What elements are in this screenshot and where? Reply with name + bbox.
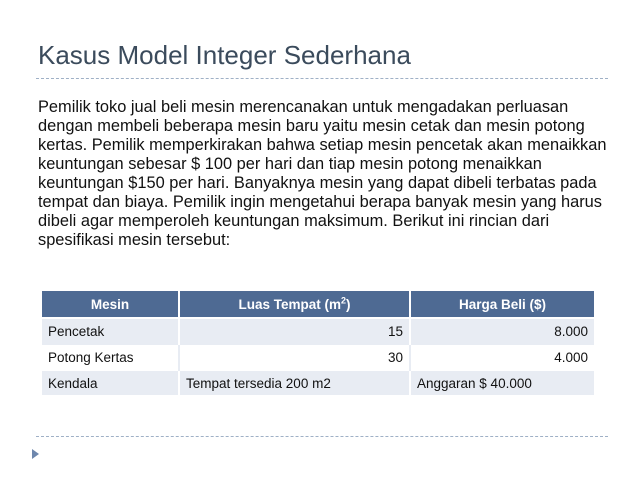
header-luas-tempat: [179, 291, 410, 318]
header-luas-close: ): [346, 296, 351, 312]
table-row: [42, 318, 594, 344]
cell-luas: 15: [179, 318, 410, 344]
cell-luas: 30: [179, 344, 410, 370]
table-header-row: [42, 291, 594, 318]
cell-harga: Anggaran $ 40.000: [410, 370, 594, 395]
triangle-bullet-icon: [32, 449, 39, 459]
footer-divider: [36, 436, 608, 437]
cell-mesin: Potong Kertas: [42, 344, 179, 370]
table-row: [42, 344, 594, 370]
table-row: [42, 370, 594, 395]
cell-harga: 8.000: [410, 318, 594, 344]
header-mesin: Mesin: [42, 291, 179, 318]
header-luas-superscript: 2: [341, 295, 347, 305]
slide-title: Kasus Model Integer Sederhana: [38, 40, 411, 70]
header-harga-beli: Harga Beli ($): [410, 291, 594, 318]
cell-mesin: Pencetak: [42, 318, 179, 344]
machine-spec-table: [42, 291, 594, 395]
problem-paragraph: Pemilik toko jual beli mesin merencanakan untuk mengadakan perluasan dengan membeli beberapa mesin baru yaitu mesin cetak dan mesin potong kertas. Pemilik memperkirakan bahwa setiap mesin pencetak akan menaikkan keuntungan sebesar $ 100 per hari dan tiap mesin potong menaikkan keuntungan $150 per hari. Banyaknya mesin yang dapat dibeli terbatas pada tempat dan biaya. Pemilik ingin mengetahui berapa banyak mesin yang harus dibeli agar memperoleh keuntungan maksimum. Berikut ini rincian dari spesifikasi mesin tersebut:: [38, 98, 607, 249]
cell-harga: 4.000: [410, 344, 594, 370]
cell-mesin: Kendala: [42, 370, 179, 395]
cell-luas: Tempat tersedia 200 m2: [179, 370, 410, 395]
header-luas-label: Luas Tempat (m: [238, 296, 341, 312]
title-divider: [36, 78, 608, 79]
